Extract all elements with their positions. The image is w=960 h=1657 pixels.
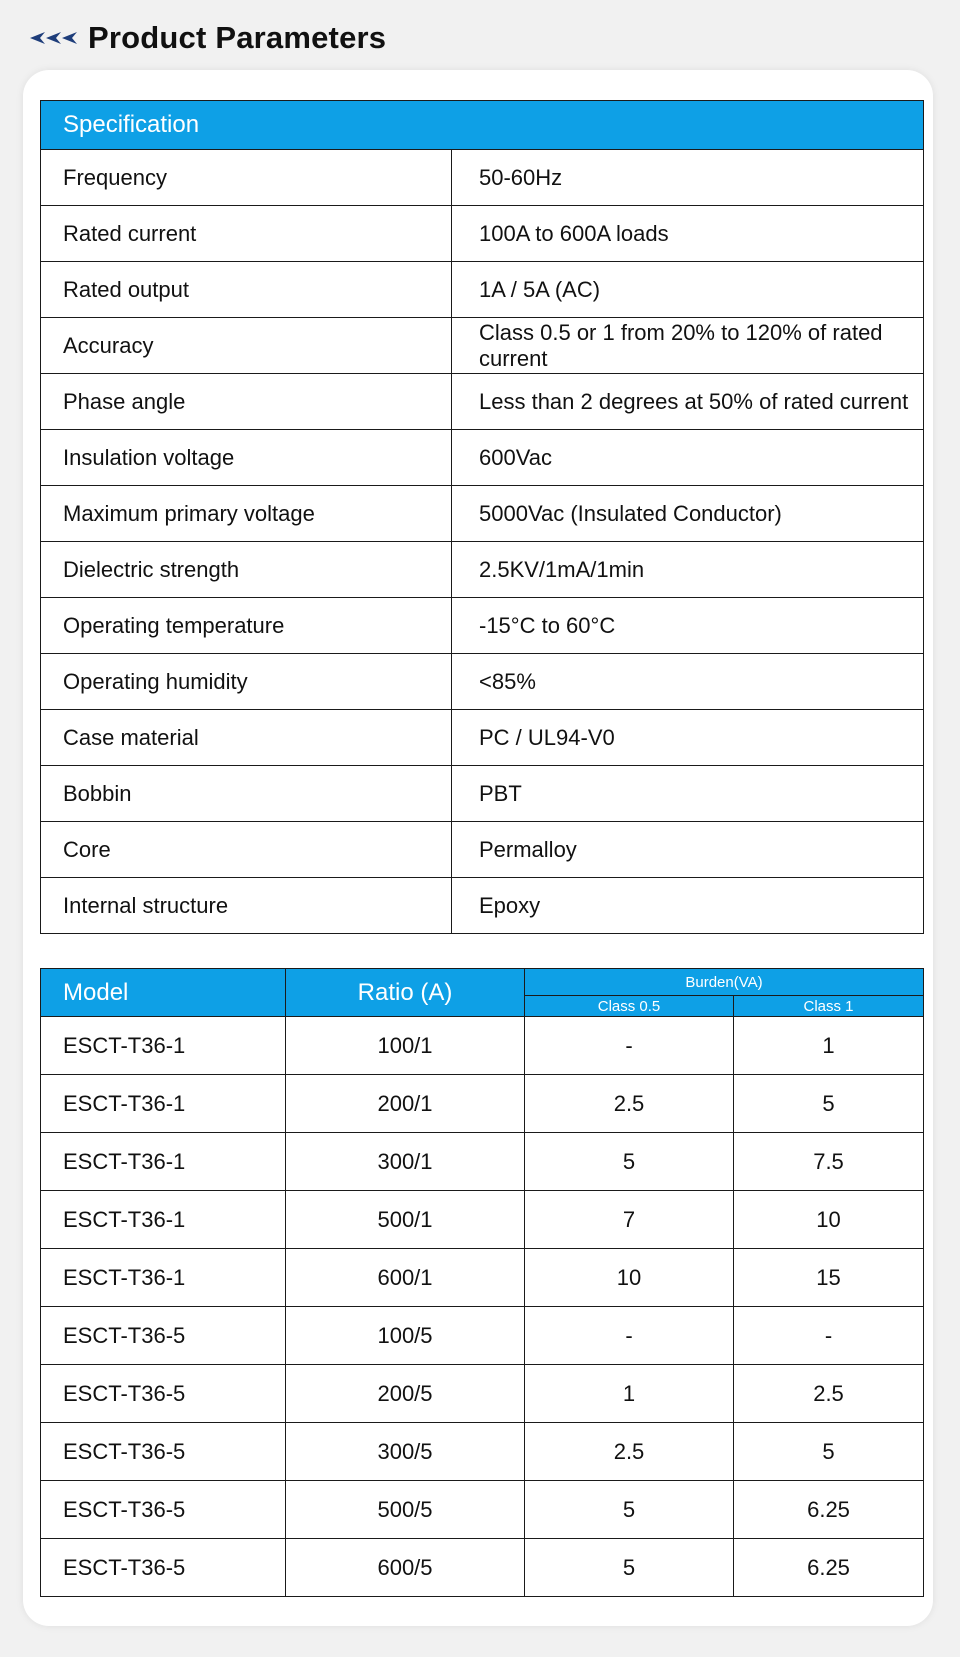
spec-label: Case material	[41, 710, 452, 766]
model-row	[41, 1365, 924, 1423]
spec-value: <85%	[452, 654, 924, 710]
class1-column-header: Class 1	[734, 996, 924, 1017]
spec-value: 1A / 5A (AC)	[452, 262, 924, 318]
class1-cell: 15	[734, 1249, 924, 1307]
class05-cell: -	[525, 1017, 734, 1075]
ratio-cell: 600/1	[286, 1249, 525, 1307]
class1-cell: 2.5	[734, 1365, 924, 1423]
spec-label: Bobbin	[41, 766, 452, 822]
model-cell: ESCT-T36-5	[41, 1539, 286, 1597]
spec-row	[41, 878, 924, 934]
class05-cell: 5	[525, 1133, 734, 1191]
spec-label: Rated output	[41, 262, 452, 318]
ratio-cell: 500/1	[286, 1191, 525, 1249]
class05-column-header: Class 0.5	[525, 996, 734, 1017]
spec-label: Maximum primary voltage	[41, 486, 452, 542]
ratio-cell: 600/5	[286, 1539, 525, 1597]
class05-cell: 2.5	[525, 1075, 734, 1133]
spec-row	[41, 206, 924, 262]
model-cell: ESCT-T36-5	[41, 1307, 286, 1365]
spec-value: 5000Vac (Insulated Conductor)	[452, 486, 924, 542]
ratio-cell: 300/5	[286, 1423, 525, 1481]
spec-row	[41, 318, 924, 374]
model-cell: ESCT-T36-1	[41, 1075, 286, 1133]
class05-cell: 2.5	[525, 1423, 734, 1481]
spec-value: PBT	[452, 766, 924, 822]
spec-label: Accuracy	[41, 318, 452, 374]
spec-row	[41, 710, 924, 766]
model-cell: ESCT-T36-5	[41, 1365, 286, 1423]
class05-cell: 10	[525, 1249, 734, 1307]
model-cell: ESCT-T36-5	[41, 1423, 286, 1481]
class1-cell: 5	[734, 1075, 924, 1133]
model-row	[41, 1307, 924, 1365]
spec-value: 600Vac	[452, 430, 924, 486]
model-cell: ESCT-T36-1	[41, 1133, 286, 1191]
ratio-cell: 200/1	[286, 1075, 525, 1133]
spec-row	[41, 430, 924, 486]
model-row	[41, 1423, 924, 1481]
ratio-column-header: Ratio (A)	[286, 969, 525, 1017]
burden-column-header: Burden(VA)	[525, 969, 924, 996]
spec-value: Less than 2 degrees at 50% of rated current	[452, 374, 924, 430]
spec-value: 50-60Hz	[452, 150, 924, 206]
class1-cell: -	[734, 1307, 924, 1365]
specification-table	[40, 100, 924, 934]
class1-cell: 10	[734, 1191, 924, 1249]
class05-cell: 5	[525, 1539, 734, 1597]
spec-label: Insulation voltage	[41, 430, 452, 486]
model-row	[41, 1191, 924, 1249]
spec-value: Permalloy	[452, 822, 924, 878]
spec-label: Dielectric strength	[41, 542, 452, 598]
model-column-header: Model	[41, 969, 286, 1017]
spec-label: Phase angle	[41, 374, 452, 430]
class05-cell: 5	[525, 1481, 734, 1539]
spec-label: Core	[41, 822, 452, 878]
spec-row	[41, 766, 924, 822]
model-table	[40, 968, 924, 1597]
spec-row	[41, 486, 924, 542]
model-row	[41, 1017, 924, 1075]
spec-row	[41, 654, 924, 710]
model-row	[41, 1133, 924, 1191]
ratio-cell: 100/1	[286, 1017, 525, 1075]
spec-row	[41, 150, 924, 206]
spec-row	[41, 598, 924, 654]
spec-row	[41, 374, 924, 430]
spec-value: 100A to 600A loads	[452, 206, 924, 262]
model-cell: ESCT-T36-1	[41, 1191, 286, 1249]
spec-label: Internal structure	[41, 878, 452, 934]
ratio-cell: 200/5	[286, 1365, 525, 1423]
triple-chevron-left-icon	[30, 30, 80, 46]
spec-row	[41, 262, 924, 318]
class1-cell: 6.25	[734, 1539, 924, 1597]
spec-value: 2.5KV/1mA/1min	[452, 542, 924, 598]
class05-cell: 1	[525, 1365, 734, 1423]
class1-cell: 6.25	[734, 1481, 924, 1539]
spec-label: Operating temperature	[41, 598, 452, 654]
page-header	[30, 18, 386, 58]
class1-cell: 5	[734, 1423, 924, 1481]
spec-label: Operating humidity	[41, 654, 452, 710]
model-cell: ESCT-T36-1	[41, 1017, 286, 1075]
spec-value: Class 0.5 or 1 from 20% to 120% of rated current	[452, 318, 924, 374]
spec-value: -15°C to 60°C	[452, 598, 924, 654]
class05-cell: 7	[525, 1191, 734, 1249]
model-cell: ESCT-T36-5	[41, 1481, 286, 1539]
model-row	[41, 1481, 924, 1539]
spec-label: Rated current	[41, 206, 452, 262]
specification-heading: Specification	[41, 101, 924, 150]
page-title: Product Parameters	[88, 20, 387, 55]
spec-row	[41, 822, 924, 878]
class1-cell: 7.5	[734, 1133, 924, 1191]
spec-value: PC / UL94-V0	[452, 710, 924, 766]
spec-label: Frequency	[41, 150, 452, 206]
class1-cell: 1	[734, 1017, 924, 1075]
ratio-cell: 300/1	[286, 1133, 525, 1191]
class05-cell: -	[525, 1307, 734, 1365]
ratio-cell: 100/5	[286, 1307, 525, 1365]
model-row	[41, 1075, 924, 1133]
model-row	[41, 1539, 924, 1597]
model-cell: ESCT-T36-1	[41, 1249, 286, 1307]
model-row	[41, 1249, 924, 1307]
ratio-cell: 500/5	[286, 1481, 525, 1539]
spec-row	[41, 542, 924, 598]
spec-value: Epoxy	[452, 878, 924, 934]
